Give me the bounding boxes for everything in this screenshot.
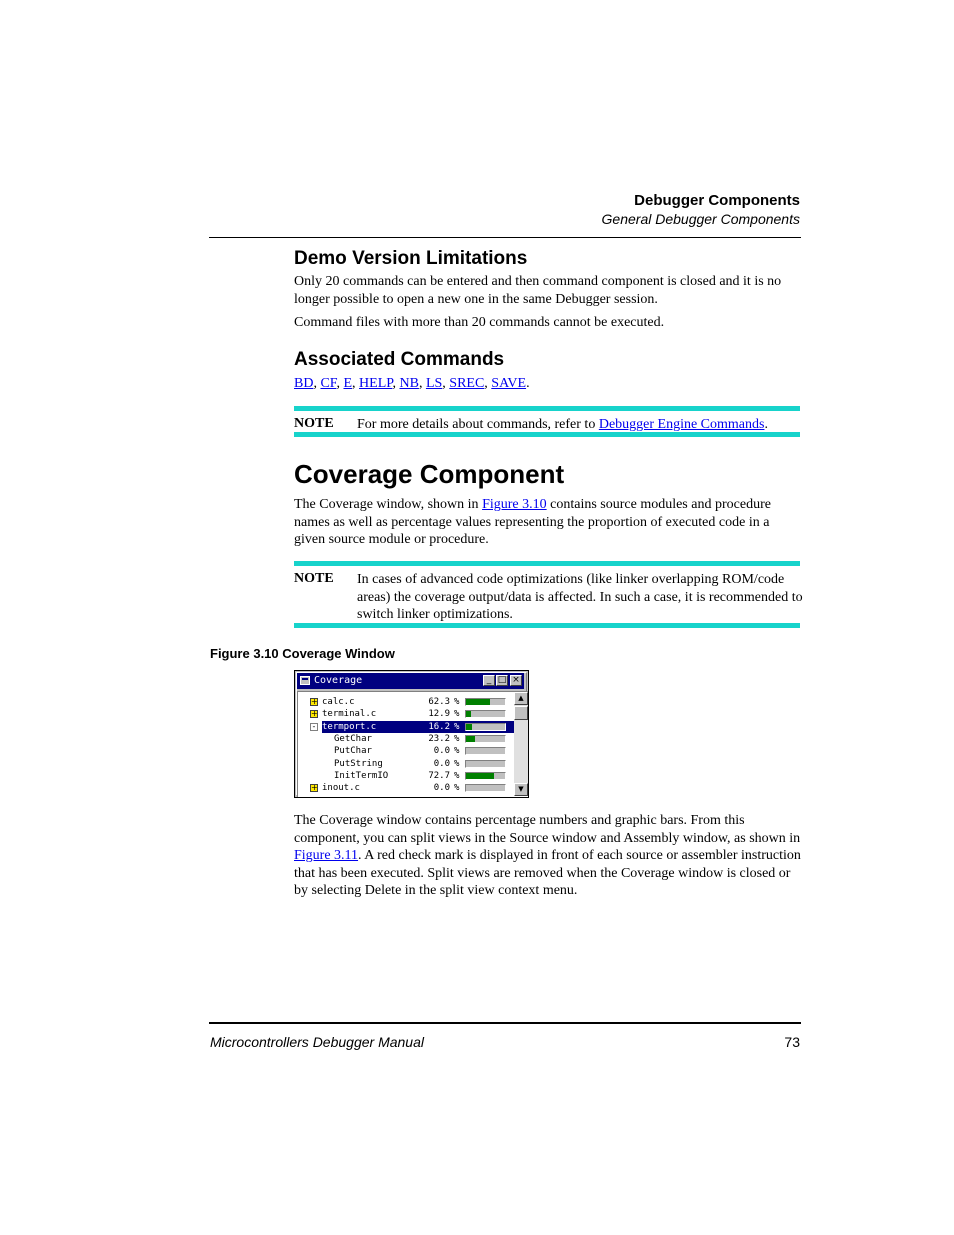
window-title: Coverage	[314, 675, 363, 686]
closing-text-before: The Coverage window contains percentage numbers and graphic bars. From this component, you can split views in the Source window and Assembly window, as shown in	[294, 813, 801, 846]
coverage-bar-fill	[466, 773, 494, 779]
link-separator: ,	[392, 376, 400, 391]
note-label: NOTE	[294, 416, 334, 431]
expand-icon[interactable]: +	[311, 783, 318, 793]
note-text	[357, 416, 803, 434]
link-separator: ,	[313, 376, 321, 391]
window-app-icon	[300, 676, 310, 685]
module-name: PutString	[334, 758, 383, 769]
scroll-thumb[interactable]	[514, 706, 528, 720]
coverage-bar	[465, 784, 506, 792]
debugger-engine-commands-link[interactable]: Debugger Engine Commands	[598, 417, 765, 432]
coverage-percent: 72.7	[428, 770, 450, 781]
expand-icon[interactable]: +	[311, 709, 318, 719]
coverage-percent: 0.0	[433, 783, 450, 794]
command-link-save[interactable]: SAVE	[491, 376, 527, 391]
command-link-cf[interactable]: CF	[320, 376, 337, 391]
maximize-icon[interactable]: □	[497, 675, 507, 685]
module-name: GetChar	[334, 733, 372, 744]
coverage-bar	[465, 710, 506, 718]
scroll-down-icon[interactable]: ▼	[514, 783, 528, 796]
module-name: termport.c	[322, 721, 377, 732]
footer-page-number: 73	[784, 1034, 800, 1050]
coverage-window	[294, 670, 529, 798]
coverage-row[interactable]	[298, 758, 514, 770]
command-link-help[interactable]: HELP	[359, 376, 393, 391]
coverage-percent: 0.0	[433, 746, 450, 757]
figure-3-11-link[interactable]: Figure 3.11	[294, 848, 359, 863]
coverage-row[interactable]	[298, 745, 514, 757]
closing-text-after: . A red check mark is displayed in front of each source or assembler instruction that has been executed. Split views are removed when the Coverage window is closed or by selecting Delete in the split view context menu.	[294, 848, 801, 898]
coverage-description	[294, 812, 802, 900]
note-text-before: For more details about commands, refer to	[357, 417, 599, 432]
coverage-list	[297, 691, 528, 797]
header-rule	[209, 237, 801, 238]
vertical-scrollbar[interactable]	[514, 692, 528, 796]
close-icon[interactable]: ×	[510, 675, 522, 686]
figure-caption: Figure 3.10 Coverage Window	[210, 646, 395, 661]
link-separator: ,	[336, 376, 344, 391]
command-link-srec[interactable]: SREC	[449, 376, 485, 391]
percent-sign: %	[454, 697, 460, 707]
coverage-bar	[465, 747, 506, 755]
footer-manual-title: Microcontrollers Debugger Manual	[210, 1034, 424, 1050]
percent-sign: %	[454, 733, 460, 744]
running-header-title: Debugger Components	[634, 192, 800, 209]
coverage-bar-fill	[466, 711, 471, 717]
demo-paragraph-1: Only 20 commands can be entered and then command component is closed and it is no longer possible to open a new one in the same Debugger session.	[294, 274, 782, 307]
running-header-subtitle: General Debugger Components	[601, 211, 800, 227]
coverage-intro	[294, 496, 802, 549]
command-link-e[interactable]: E	[343, 376, 353, 391]
note-label: NOTE	[294, 571, 334, 586]
module-name: PutChar	[334, 746, 372, 757]
coverage-row[interactable]	[298, 696, 514, 708]
command-link-ls[interactable]: LS	[425, 376, 443, 391]
coverage-percent: 23.2	[428, 733, 450, 744]
coverage-percent: 12.9	[428, 709, 450, 720]
percent-sign: %	[454, 758, 460, 769]
coverage-percent: 16.2	[428, 721, 450, 732]
coverage-bar-fill	[466, 724, 472, 730]
coverage-bar-fill	[466, 736, 475, 742]
link-separator: ,	[352, 376, 360, 391]
footer-rule	[209, 1022, 801, 1024]
module-name: terminal.c	[322, 709, 377, 720]
expand-icon[interactable]: +	[311, 697, 318, 706]
coverage-bar	[465, 698, 506, 706]
coverage-row[interactable]	[298, 782, 514, 794]
coverage-row[interactable]	[298, 733, 514, 745]
command-link-bd[interactable]: BD	[294, 376, 314, 391]
module-name: inout.c	[322, 783, 360, 794]
coverage-bar	[465, 760, 506, 768]
coverage-percent: 0.0	[433, 758, 450, 769]
demo-paragraph-2: Command files with more than 20 commands cannot be executed.	[294, 315, 665, 330]
coverage-percent: 62.3	[428, 697, 450, 707]
percent-sign: %	[454, 746, 460, 757]
link-separator: .	[526, 376, 530, 391]
percent-sign: %	[454, 721, 460, 732]
scroll-up-icon[interactable]: ▲	[514, 692, 528, 705]
coverage-row[interactable]	[298, 721, 514, 733]
demo-heading: Demo Version Limitations	[294, 248, 528, 269]
note-box-2	[294, 561, 803, 628]
note-text-after: .	[764, 417, 768, 432]
percent-sign: %	[454, 783, 460, 794]
coverage-bar	[465, 772, 506, 780]
coverage-intro-before: The Coverage window, shown in	[294, 497, 483, 512]
note-box-1	[294, 406, 800, 437]
percent-sign: %	[454, 709, 460, 720]
coverage-bar	[465, 735, 506, 743]
coverage-bar	[465, 723, 506, 731]
coverage-intro-after: contains source modules and procedure names as well as percentage values representing the proportion of executed code in a given source module or procedure.	[294, 497, 771, 547]
percent-sign: %	[454, 770, 460, 781]
figure-3-10-link[interactable]: Figure 3.10	[482, 497, 547, 512]
associated-commands-links	[294, 375, 802, 393]
collapse-icon[interactable]: -	[310, 723, 318, 731]
coverage-row[interactable]	[298, 770, 514, 782]
link-separator: ,	[418, 376, 426, 391]
associated-heading: Associated Commands	[294, 349, 505, 370]
coverage-row[interactable]	[298, 708, 514, 720]
coverage-bar-fill	[466, 699, 490, 705]
coverage-heading: Coverage Component	[294, 459, 565, 489]
link-separator: ,	[442, 376, 450, 391]
link-separator: ,	[484, 376, 492, 391]
note-text: In cases of advanced code optimizations (like linker overlapping ROM/code areas) the coverage output/data is affected. In such a case, it is recommended to switch linker optimizations.	[357, 572, 803, 622]
window-titlebar[interactable]	[297, 673, 524, 689]
minimize-icon[interactable]: _	[483, 675, 495, 686]
module-name: calc.c	[322, 697, 355, 707]
module-name: InitTermIO	[334, 770, 389, 781]
command-link-nb[interactable]: NB	[399, 376, 419, 391]
